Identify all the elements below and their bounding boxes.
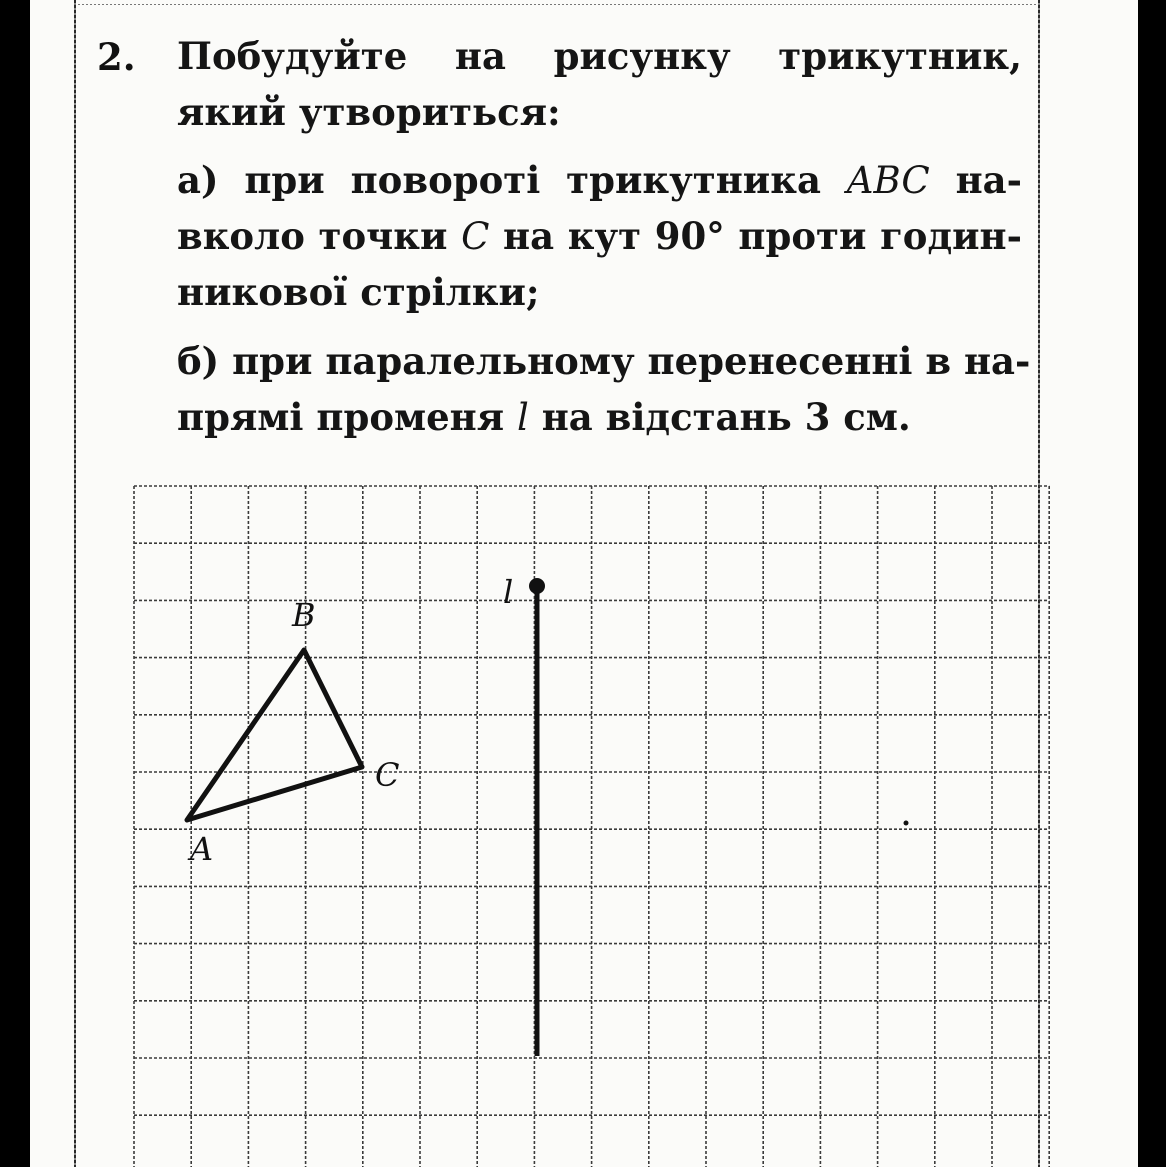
point-c-name: C [461, 215, 490, 258]
label-a: A [190, 830, 214, 868]
label-c: C [375, 756, 400, 794]
part-b-line-2-pre: прямі променя [177, 395, 517, 439]
label-l: l [503, 573, 514, 611]
ray-name: l [516, 396, 529, 439]
stray-dot [904, 821, 909, 826]
label-b: B [292, 596, 316, 634]
task-number: 2. [97, 35, 136, 79]
triangle-name: ABC [846, 159, 930, 202]
part-b-line-2-post: на відстань 3 см. [528, 395, 911, 439]
ray-origin-point [529, 578, 545, 594]
grid-lines [134, 486, 1049, 1167]
part-a-line-1-pre: а) при повороті трикутника [177, 158, 847, 202]
intro-line-2: який утвориться: [177, 90, 561, 134]
part-a-line-1-post: на- [929, 158, 1022, 202]
part-a-line-2-post: на кут 90° проти годин- [489, 214, 1022, 258]
part-a-line-2-pre: вколо точки [177, 214, 462, 258]
triangle-abc [187, 650, 362, 820]
part-a-line-3: никової стрілки; [177, 270, 540, 314]
intro-line-1: Побудуйте на рисунку трикутник, [177, 34, 1022, 78]
part-b-line-1: б) при паралельному перенесенні в на- [177, 339, 1031, 383]
